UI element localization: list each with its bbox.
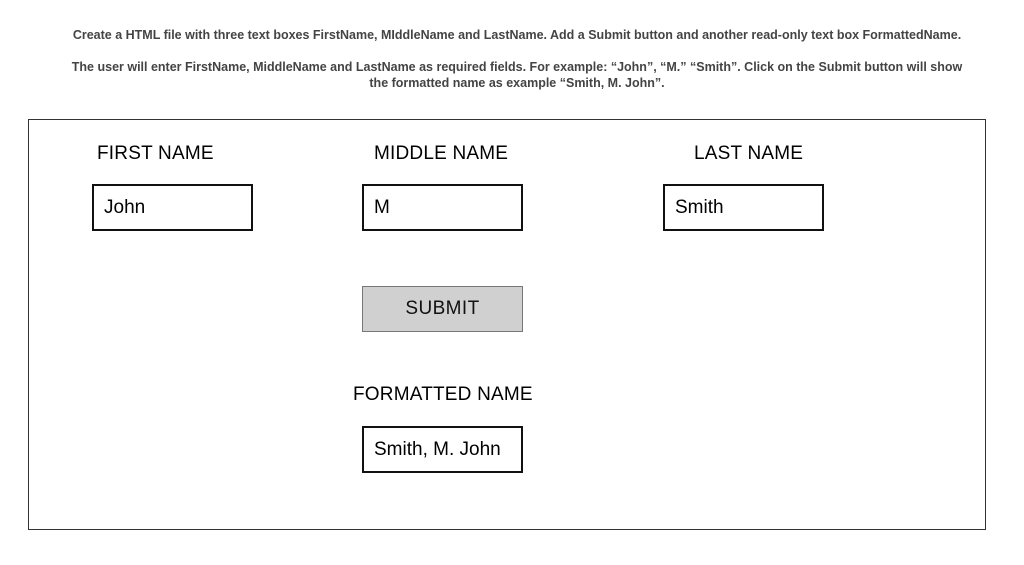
middle-name-input[interactable] (362, 184, 523, 231)
formatted-name-output[interactable] (362, 426, 523, 473)
last-name-label: LAST NAME (694, 143, 804, 164)
last-name-input[interactable] (663, 184, 824, 231)
instructions-line-1: Create a HTML file with three text boxes FirstName, MIddleName and LastName. Add a Submit button and another read-only text box FormattedName. (72, 28, 962, 42)
formatted-name-label: FORMATTED NAME (353, 384, 533, 405)
submit-button[interactable]: SUBMIT (362, 286, 523, 332)
instructions-line-2 (40, 59, 994, 91)
instructions-line-2a: The user will enter FirstName, MiddleName and LastName as required fields. For example: “John”, “M.” “Smith”. Click on the Submit button will show (71, 60, 963, 74)
instructions-line-2b: the formatted name as example “Smith, M. John”. (369, 76, 665, 90)
middle-name-label: MIDDLE NAME (374, 143, 509, 164)
first-name-label: FIRST NAME (97, 143, 214, 164)
first-name-input[interactable] (92, 184, 253, 231)
